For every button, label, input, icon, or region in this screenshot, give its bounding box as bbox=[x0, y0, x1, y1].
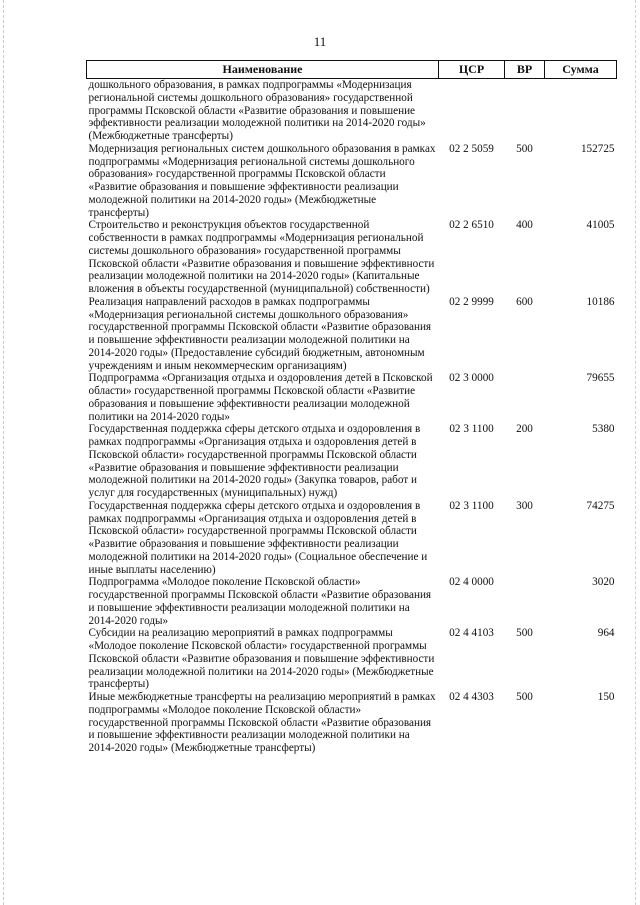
table-row bbox=[87, 372, 617, 423]
table-row bbox=[87, 627, 617, 691]
column-header-sum: Сумма bbox=[545, 61, 617, 79]
row-name: Иные межбюджетные трансферты на реализацию мероприятий в рамках подпрограммы «Молодое поколение Псковской области» государственной программы Псковской области «Развитие образования и повышение эффективности реализации молодежной политики на 2014-2020 годы» (Межбюджетные трансферты) bbox=[88, 691, 436, 754]
row-vr bbox=[505, 576, 545, 627]
row-vr: 500 bbox=[516, 627, 533, 640]
column-header-csr: ЦСР bbox=[439, 61, 505, 79]
row-sum: 5380 bbox=[592, 423, 615, 436]
table-row bbox=[87, 500, 617, 577]
row-csr: 02 3 1100 bbox=[449, 423, 494, 436]
table-row bbox=[87, 143, 617, 220]
column-header-name: Наименование bbox=[87, 61, 439, 79]
budget-table bbox=[86, 60, 617, 755]
row-name: Модернизация региональных систем дошкольного образования в рамках подпрограммы «Модернизация региональной системы дошкольного образования» государственной программы Псковской области «Развитие образования и повышение эффективности реализации молодежной политики на 2014-2020 годы» (Межбюджетные трансферты) bbox=[88, 142, 436, 219]
row-sum: 79655 bbox=[586, 372, 615, 385]
row-vr bbox=[505, 372, 545, 423]
row-csr: 02 2 5059 bbox=[449, 142, 494, 155]
row-name: Субсидии на реализацию мероприятий в рамках подпрограммы «Молодое поколение Псковской области» государственной программы Псковской области «Развитие образования и повышение эффективности реализации молодежной политики на 2014-2020 годы» (Межбюджетные трансферты) bbox=[88, 627, 435, 691]
row-sum: 152725 bbox=[580, 142, 615, 155]
row-vr bbox=[505, 79, 545, 143]
row-sum: 964 bbox=[597, 627, 615, 640]
row-name: Государственная поддержка сферы детского отдыха и оздоровления в рамках подпрограммы «Организация отдыха и оздоровления детей в Псковской области» государственной программы Псковской области «Развитие образования и повышение эффективности реализации молодежной политики на 2014-2020 годы» (Социальное обеспечение и иные выплаты населению) bbox=[88, 499, 428, 576]
row-vr: 500 bbox=[516, 691, 533, 703]
row-vr: 400 bbox=[516, 219, 533, 232]
row-csr: 02 3 1100 bbox=[449, 499, 494, 512]
row-sum: 10186 bbox=[586, 295, 615, 308]
scan-edge-right bbox=[635, 0, 637, 905]
table-header-row bbox=[87, 61, 617, 79]
row-csr: 02 4 4103 bbox=[449, 627, 494, 640]
row-name: Строительство и реконструкция объектов государственной собственности в рамках подпрограммы «Модернизация региональной системы дошкольного образования» государственной программы Псковской области «Развитие образования и повышение эффективности реализации молодежной политики на 2014-2020 годы» (Капитальные вложения в объекты государственной (муниципальной) собственности) bbox=[88, 219, 435, 295]
row-csr bbox=[439, 79, 505, 143]
scan-edge-left bbox=[3, 0, 5, 905]
row-vr: 500 bbox=[516, 142, 533, 155]
row-vr: 200 bbox=[516, 423, 533, 436]
page-number: 11 bbox=[313, 34, 327, 49]
row-vr: 300 bbox=[516, 499, 533, 512]
table-row bbox=[87, 219, 617, 296]
row-sum: 3020 bbox=[592, 576, 615, 589]
table-row bbox=[87, 691, 617, 755]
row-sum: 41005 bbox=[586, 219, 615, 232]
table-row bbox=[87, 79, 617, 143]
budget-table-container bbox=[86, 60, 616, 755]
table-row bbox=[87, 576, 617, 627]
row-csr: 02 4 0000 bbox=[449, 576, 494, 589]
row-sum: 74275 bbox=[586, 499, 615, 512]
row-name: дошкольного образования, в рамках подпрограммы «Модернизация региональной системы дошкольного образования» государственной программы Псковской области «Развитие образования и повышение эффективности реализации молодежной политики на 2014-2020 годы» (Межбюджетные трансферты) bbox=[88, 79, 426, 142]
row-csr: 02 3 0000 bbox=[449, 372, 494, 385]
row-name: Государственная поддержка сферы детского отдыха и оздоровления в рамках подпрограммы «Организация отдыха и оздоровления детей в Псковской области» государственной программы Псковской области «Развитие образования и повышение эффективности реализации молодежной политики на 2014-2020 годы» (Закупка товаров, работ и услуг для государственных (муниципальных) нужд) bbox=[88, 423, 421, 499]
table-row bbox=[87, 296, 617, 373]
row-sum: 150 bbox=[597, 691, 615, 703]
row-csr: 02 4 4303 bbox=[449, 691, 494, 703]
row-name: Реализация направлений расходов в рамках подпрограммы «Модернизация региональной системы дошкольного образования» государственной программы Псковской области «Развитие образования и повышение эффективности реализации молодежной политики на 2014-2020 годы» (Предоставление субсидий бюджетным, автономным учреждениям и иным некоммерческим организациям) bbox=[88, 295, 432, 372]
row-sum bbox=[545, 79, 617, 143]
row-name: Подпрограмма «Молодое поколение Псковской области» государственной программы Псковской области «Развитие образования и повышение эффективности реализации молодежной политики на 2014-2020 годы» bbox=[88, 576, 432, 627]
table-row bbox=[87, 423, 617, 500]
row-csr: 02 2 9999 bbox=[449, 295, 494, 308]
row-name: Подпрограмма «Организация отдыха и оздоровления детей в Псковской области» государственной программы Псковской области «Развитие образования и повышение эффективности реализации молодежной политики на 2014-2020 годы» bbox=[88, 372, 433, 423]
row-csr: 02 2 6510 bbox=[449, 219, 494, 232]
column-header-vr: ВР bbox=[505, 61, 545, 79]
row-vr: 600 bbox=[516, 295, 533, 308]
